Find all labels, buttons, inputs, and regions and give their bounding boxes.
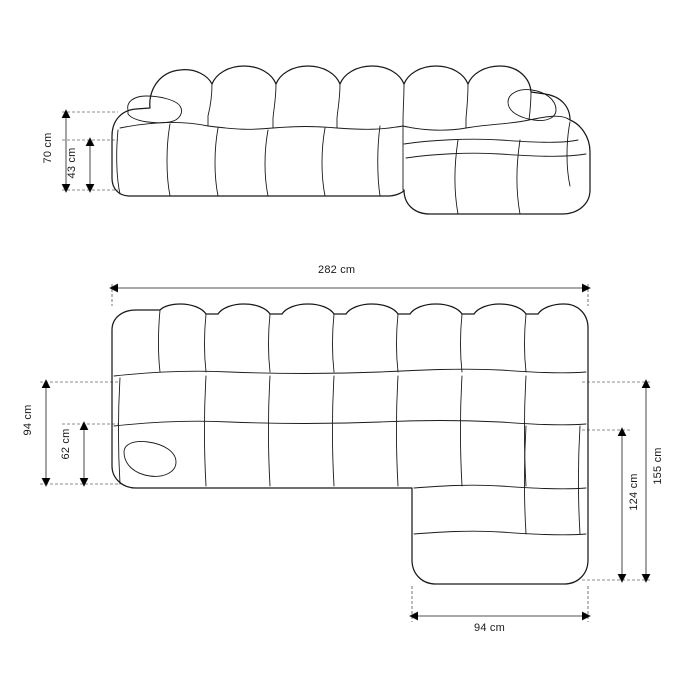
plan-dim-124-arrow-top	[618, 428, 626, 436]
plan-dim-282-arrow-left	[110, 284, 118, 292]
dim-label-seat-depth-62: 62 cm	[60, 428, 72, 460]
dim-label-depth-94: 94 cm	[22, 404, 34, 436]
dim-label-chaise-width-94: 94 cm	[474, 622, 505, 634]
front-dim-43-arrow-top	[86, 138, 94, 146]
plan-dim-155-arrow-top	[642, 380, 650, 388]
sofa-plan-outline	[112, 304, 588, 584]
view-top-plan	[40, 284, 652, 622]
plan-dim-chaise-94-arrow-left	[410, 612, 418, 620]
plan-dim-282-arrow-right	[582, 284, 590, 292]
front-dim-43-arrow-bottom	[86, 184, 94, 192]
plan-dim-124-arrow-bottom	[618, 574, 626, 582]
dim-label-chaise-depth-124: 124 cm	[628, 473, 640, 511]
plan-dim-94-arrow-top	[42, 380, 50, 388]
sofa-front-body-outline	[112, 66, 590, 214]
front-dim-70-arrow-top	[62, 110, 70, 118]
view-front-elevation	[62, 66, 590, 214]
plan-dim-chaise-94-arrow-right	[582, 612, 590, 620]
plan-dim-94-arrow-bottom	[42, 478, 50, 486]
dim-label-width-282: 282 cm	[318, 264, 356, 276]
plan-dim-62-arrow-top	[80, 422, 88, 430]
dim-label-height-70: 70 cm	[42, 132, 54, 164]
dim-label-depth-155: 155 cm	[652, 447, 664, 485]
front-dim-70-arrow-bottom	[62, 184, 70, 192]
plan-dim-62-arrow-bottom	[80, 478, 88, 486]
plan-dim-155-arrow-bottom	[642, 574, 650, 582]
dim-label-seat-height-43: 43 cm	[66, 147, 78, 179]
